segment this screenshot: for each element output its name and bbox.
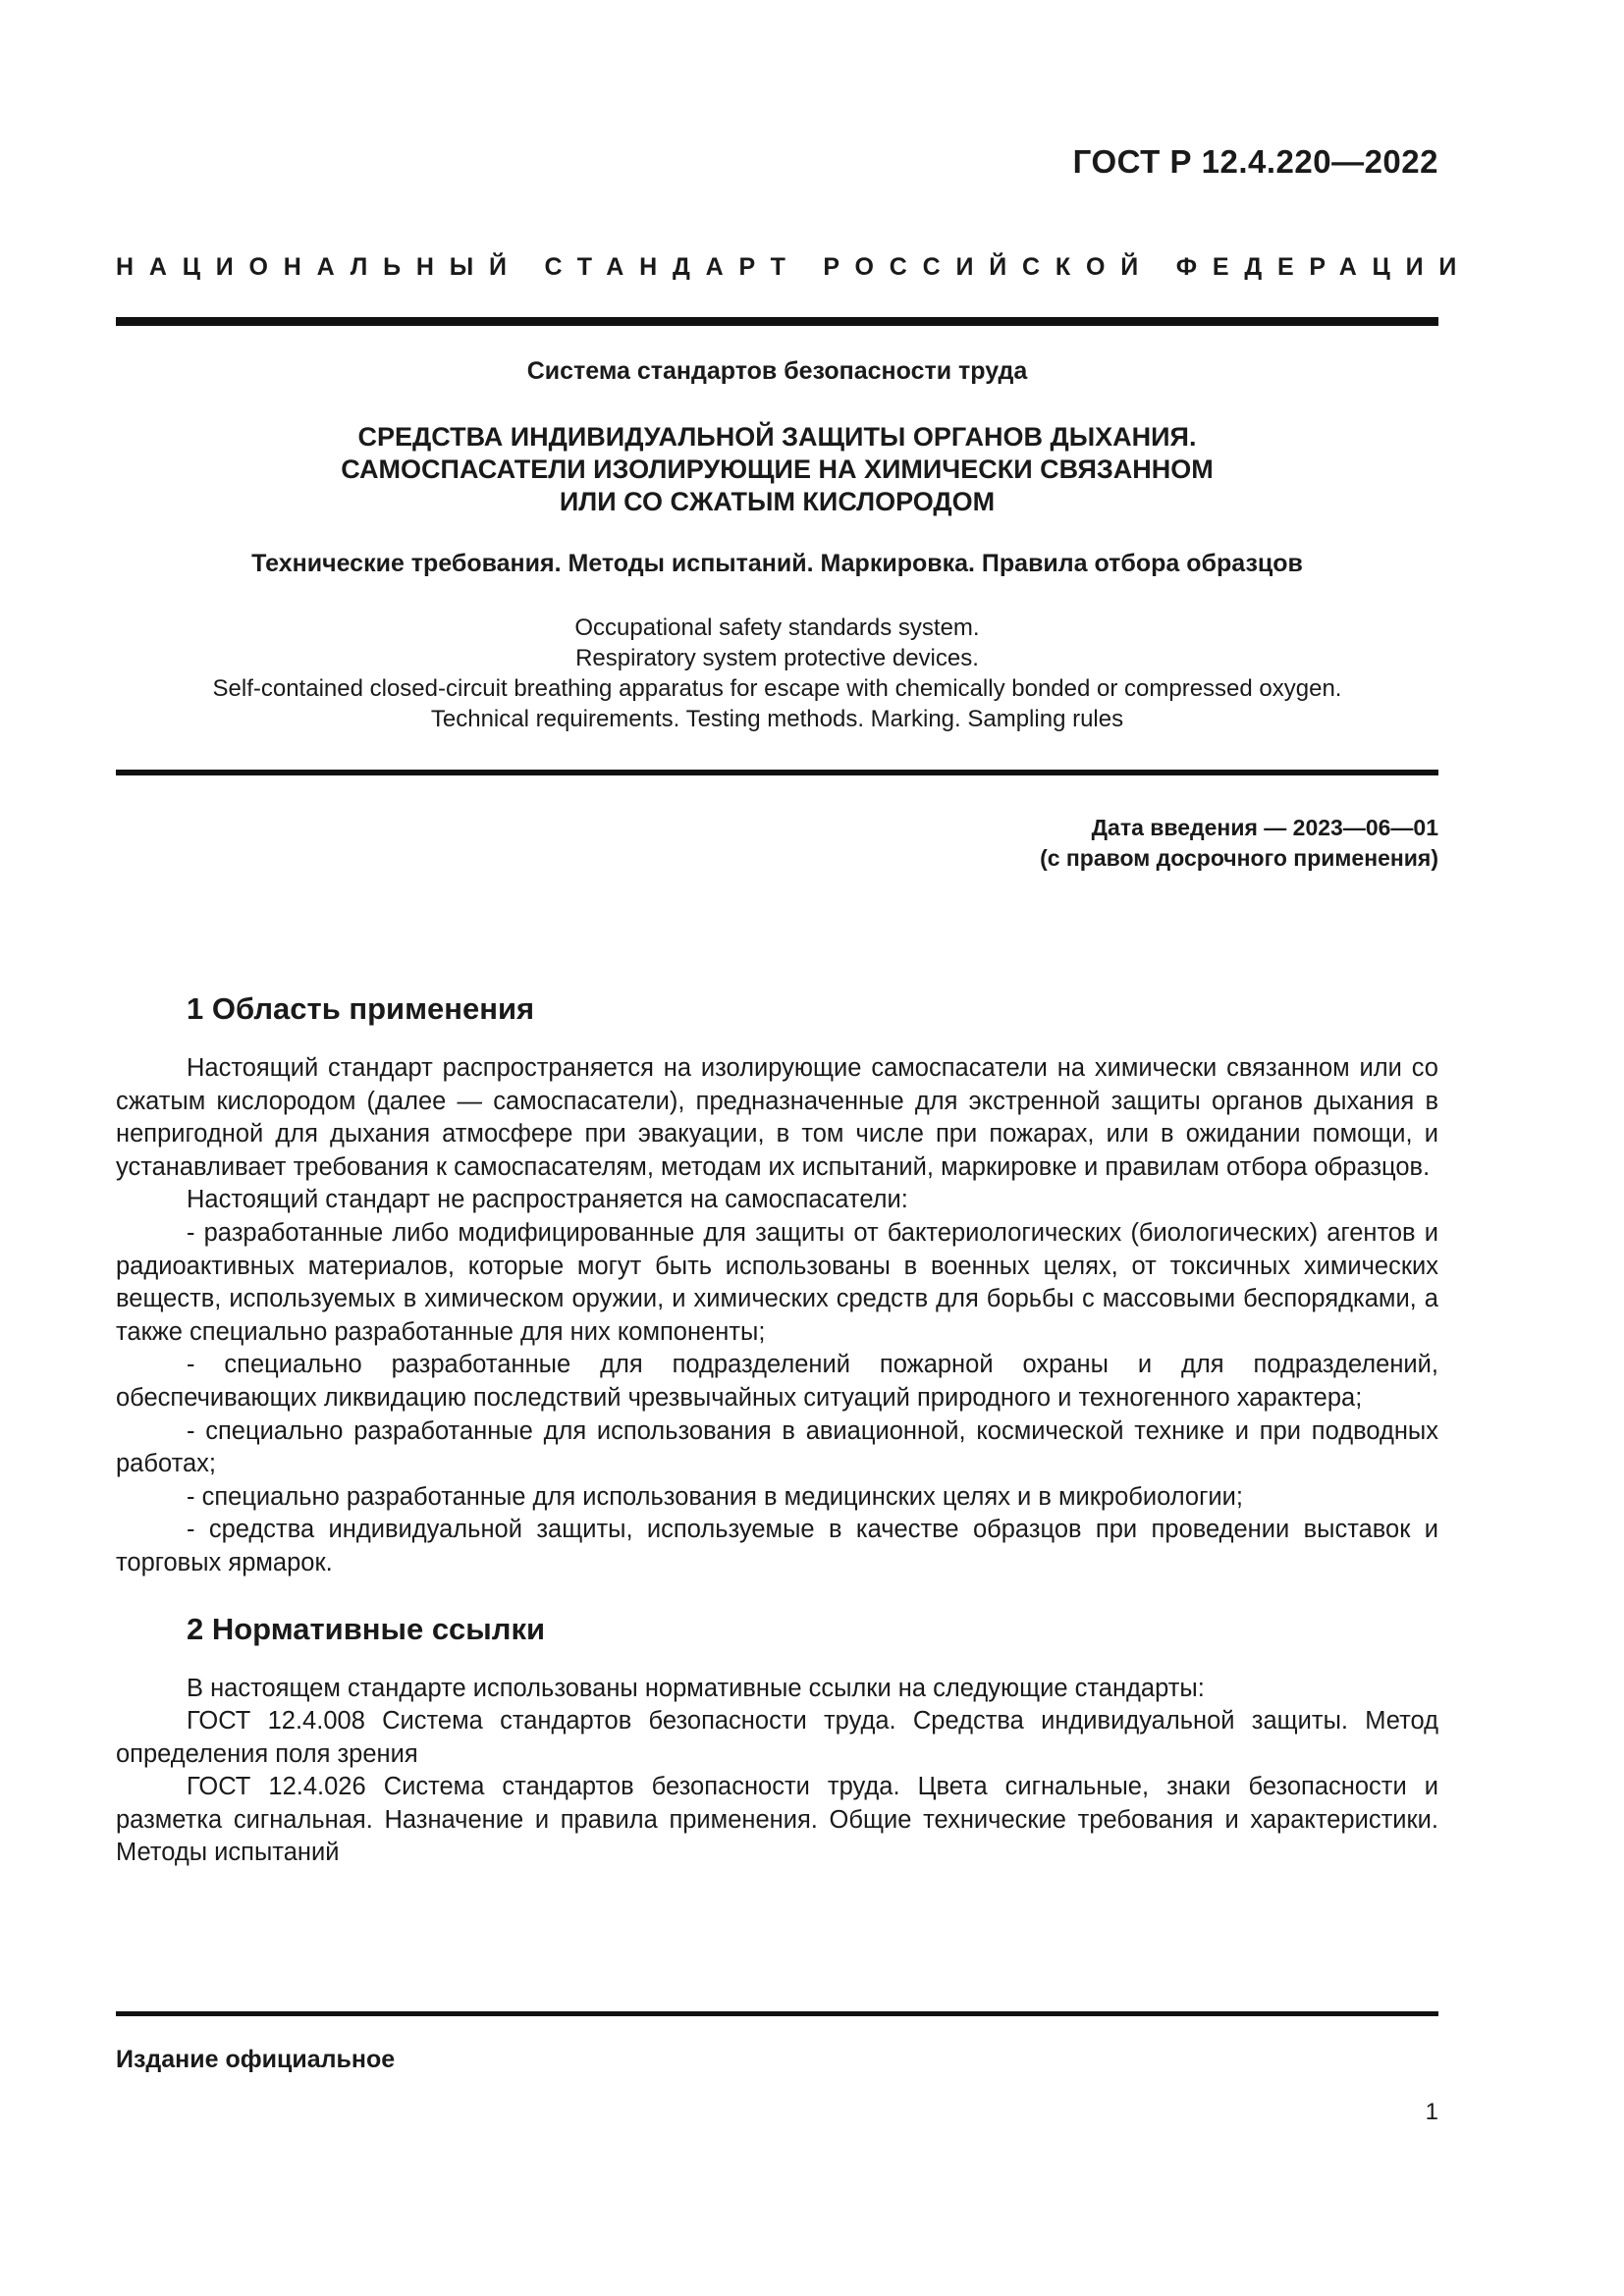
english-title-line: Occupational safety standards system. [574, 614, 980, 641]
top-divider [116, 317, 1438, 326]
list-item: - специально разработанные для использования в авиационной, космической технике и при подводных работах; [116, 1416, 1438, 1478]
section-heading-scope: 1 Область применения [187, 991, 535, 1026]
introduction-date: Дата введения — 2023—06—01 [1091, 815, 1438, 840]
list-item: - специально разработанные для подразделений пожарной охраны и для подразделений, обеспечивающих ликвидацию последствий чрезвычайных ситуаций природного и техногенного характера; [116, 1351, 1438, 1412]
paragraph: В настоящем стандарте использованы нормативные ссылки на следующие стандарты: [187, 1674, 1205, 1702]
paragraph: Настоящий стандарт не распространяется на самоспасатели: [187, 1186, 908, 1214]
page-number: 1 [1425, 2099, 1438, 2125]
main-title-line: СРЕДСТВА ИНДИВИДУАЛЬНОЙ ЗАЩИТЫ ОРГАНОВ ДЫХАНИЯ. [357, 422, 1197, 452]
english-title-line: Respiratory system protective devices. [575, 645, 979, 671]
section-heading-references: 2 Нормативные ссылки [187, 1611, 546, 1646]
english-title-line: Self-contained closed-circuit breathing apparatus for escape with chemically bonded or compressed oxygen. [212, 675, 1342, 702]
paragraph: Настоящий стандарт распространяется на изолирующие самоспасатели на химически связанном или со сжатым кислородом (далее — самоспасатели), предназначенные для экстренной защиты органов дыхания в непригодной для дыхания атмосфере при эвакуации, в том числе при пожарах, или в ожидании помощи, и устанавливает требования к самоспасателям, методам их испытаний, маркировке и правилам отбора образцов. [116, 1054, 1438, 1181]
document-body [116, 989, 1438, 1870]
official-edition-label: Издание официальное [116, 2046, 396, 2073]
list-item: - разработанные либо модифицированные для защиты от бактериологических (биологических) агентов и радиоактивных материалов, которые могут быть использованы в военных целях, от токсичных химических веществ, используемых в химическом оружии, и химических средств для борьбы с массовыми беспорядками, а также специально разработанные для них компоненты; [116, 1218, 1438, 1346]
document-page [116, 0, 1473, 2296]
main-title-line: САМОСПАСАТЕЛИ ИЗОЛИРУЮЩИЕ НА ХИМИЧЕСКИ СВЯЗАННОМ [341, 454, 1214, 484]
introduction-date-block [1040, 813, 1438, 874]
middle-divider [116, 770, 1438, 775]
early-application-note: (с правом досрочного применения) [1040, 845, 1438, 871]
national-standard-banner: НАЦИОНАЛЬНЫЙ СТАНДАРТ РОССИЙСКОЙ ФЕДЕРАЦИИ [116, 253, 1473, 281]
list-item: - специально разработанные для использования в медицинских целях и в микробиологии; [187, 1482, 1243, 1511]
footer-divider [116, 2011, 1438, 2016]
subtitle: Технические требования. Методы испытаний. Маркировка. Правила отбора образцов [251, 550, 1303, 577]
document-number: ГОСТ Р 12.4.220—2022 [1072, 143, 1438, 180]
reference-item: ГОСТ 12.4.008 Система стандартов безопасности труда. Средства индивидуальной защиты. Метод определения поля зрения [116, 1707, 1438, 1768]
main-title [116, 421, 1438, 518]
list-item: - средства индивидуальной защиты, используемые в качестве образцов при проведении выставок и торговых ярмарок. [116, 1516, 1438, 1576]
english-title [116, 613, 1438, 734]
english-title-line: Technical requirements. Testing methods. Marking. Sampling rules [430, 706, 1124, 732]
main-title-line: ИЛИ СО СЖАТЫМ КИСЛОРОДОМ [559, 487, 996, 516]
system-title: Система стандартов безопасности труда [526, 357, 1028, 385]
reference-item: ГОСТ 12.4.026 Система стандартов безопасности труда. Цвета сигнальные, знаки безопасности и разметка сигнальная. Назначение и правила применения. Общие технические требования и характеристики. Методы испытаний [116, 1773, 1438, 1867]
